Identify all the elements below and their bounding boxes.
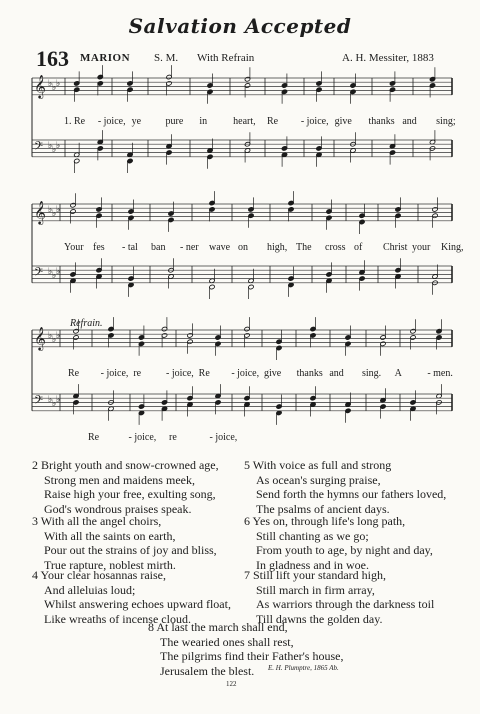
flat-icon: ♭ <box>48 79 53 89</box>
verse-line: 7 Still lift your standard high, <box>244 568 386 582</box>
lyric-syllable: re <box>133 368 142 379</box>
lyric-syllable: Re <box>267 116 279 127</box>
verse-line: With all the saints on earth, <box>44 528 176 543</box>
verse-line: Raise high your free, exulting song, <box>44 487 216 502</box>
lyric-syllable: fes <box>93 242 105 253</box>
lyric-syllable: - joice, <box>97 116 126 127</box>
bass-clef-icon: 𝄢 <box>34 140 44 156</box>
verse-line: The pilgrims find their Father's house, <box>160 649 344 664</box>
lyric-syllable: of <box>354 242 363 253</box>
verse-line: 3 With all the angel choirs, <box>32 514 162 528</box>
verse-line: And alleluias loud; <box>44 582 136 597</box>
lyric-syllable: - joice, <box>166 368 194 379</box>
verse-line: Still march in firm array, <box>256 582 375 597</box>
verse-4 <box>32 568 231 626</box>
lyric-syllable: 1. Re <box>64 116 86 127</box>
refrain-label: Refrain. <box>70 318 103 329</box>
verse-line: As ocean's surging praise, <box>256 472 381 487</box>
flat-icon: ♭ <box>56 331 61 341</box>
lyric-syllable: The <box>296 242 312 253</box>
verse-line: Whilst answering echoes upward float, <box>44 597 231 612</box>
verse-line: In gladness and in woe. <box>256 557 369 572</box>
lyric-syllable: high, <box>267 242 288 253</box>
verse-line: As warriors through the darkness toil <box>256 597 435 612</box>
flat-icon: ♭ <box>56 205 61 215</box>
flat-icon: ♭ <box>52 83 57 93</box>
lyric-syllable: wave <box>209 242 231 253</box>
verse-line: God's wondrous praises speak. <box>44 501 192 516</box>
treble-clef-icon: 𝄞 <box>34 200 46 224</box>
meter: S. M. <box>154 52 179 64</box>
verse-3 <box>32 514 217 572</box>
lyric-syllable: heart, <box>233 116 256 127</box>
lyric-syllable: sing; <box>436 116 456 127</box>
refrain-note: With Refrain <box>197 52 255 64</box>
flat-icon: ♭ <box>48 141 53 151</box>
verse-2 <box>32 458 219 516</box>
lyric-syllable: pure <box>165 116 184 127</box>
flat-icon: ♭ <box>48 267 53 277</box>
lyric-syllable: on <box>238 242 248 253</box>
verse-line: From youth to age, by night and day, <box>256 543 433 558</box>
lyric-syllable: cross <box>325 242 346 253</box>
verse-line: 4 Your clear hosannas raise, <box>32 568 166 582</box>
lyric-syllable: and <box>329 368 344 379</box>
lyric-syllable: give <box>264 368 282 379</box>
lyric-syllable: - joice, <box>300 116 329 127</box>
verse-line: The wearied ones shall rest, <box>160 634 294 649</box>
lyric-syllable: King, <box>441 242 464 253</box>
flat-icon: ♭ <box>48 205 53 215</box>
tune-name: MARION <box>80 52 131 64</box>
lyric-syllable: - tal <box>122 242 138 253</box>
bass-clef-icon: 𝄢 <box>34 266 44 282</box>
verse-line: 2 Bright youth and snow-crowned age, <box>32 458 219 472</box>
flat-icon: ♭ <box>52 209 57 219</box>
flat-icon: ♭ <box>52 145 57 155</box>
lyric-syllable: Your <box>64 242 84 253</box>
lyric-syllable: Christ <box>383 242 408 253</box>
flat-icon: ♭ <box>56 141 61 151</box>
flat-icon: ♭ <box>52 335 57 345</box>
lyric-syllable: Re <box>68 368 80 379</box>
lyric-syllable: and <box>402 116 417 127</box>
lyric-syllable: re <box>169 432 177 443</box>
lyric-syllable: give <box>334 116 352 127</box>
flat-icon: ♭ <box>56 79 61 89</box>
lyric-syllable: - joice, <box>100 368 129 379</box>
flat-icon: ♭ <box>52 399 57 409</box>
lyric-syllable: Re <box>198 368 210 379</box>
verse-line: True rapture, noblest mirth. <box>44 557 176 572</box>
verse-5 <box>244 458 446 516</box>
lyric-syllable: ban <box>151 242 166 253</box>
verse-line: Jerusalem the blest. <box>160 663 255 678</box>
verse-line: Still chanting as we go; <box>256 528 369 543</box>
treble-clef-icon: 𝄞 <box>34 74 46 98</box>
treble-clef-icon: 𝄞 <box>34 326 46 350</box>
flat-icon: ♭ <box>48 331 53 341</box>
lyric-syllable: - joice, <box>128 432 157 443</box>
lyric-syllable: - joice, <box>231 368 260 379</box>
composer: A. H. Messiter, 1883 <box>342 52 434 64</box>
lyric-syllable: your <box>412 242 431 253</box>
verse-line: Strong men and maidens meek, <box>44 472 195 487</box>
verse-line: Pour out the strains of joy and bliss, <box>44 543 217 558</box>
lyric-syllable: - men. <box>427 368 453 379</box>
verse-line: 8 At last the march shall end, <box>148 620 288 634</box>
hymn-number: 163 <box>36 46 69 71</box>
lyric-syllable: Re <box>88 432 100 443</box>
verse-line: 5 With voice as full and strong <box>244 458 392 472</box>
lyric-syllable: A <box>394 368 402 379</box>
lyric-syllable: - joice, <box>209 432 238 443</box>
lyric-syllable: - ner <box>180 242 199 253</box>
verse-line: Send forth the hymns our fathers loved, <box>256 487 447 502</box>
flat-icon: ♭ <box>52 271 57 281</box>
verse-6 <box>244 514 433 572</box>
lyric-syllable: ye <box>131 116 142 127</box>
section-title: Salvation Accepted <box>128 14 352 38</box>
lyric-syllable: thanks <box>368 116 395 127</box>
verse-line: The psalms of ancient days. <box>256 501 390 516</box>
lyric-syllable: thanks <box>296 368 323 379</box>
verse-7 <box>244 568 434 626</box>
flat-icon: ♭ <box>48 395 53 405</box>
page-number: 122 <box>226 680 237 688</box>
verse-line: 6 Yes on, through life's long path, <box>244 514 406 528</box>
bass-clef-icon: 𝄢 <box>34 394 44 410</box>
lyric-syllable: in <box>199 116 208 127</box>
verse-line: Till dawns the golden day. <box>256 611 383 626</box>
flat-icon: ♭ <box>56 267 61 277</box>
verse-line: Like wreaths of incense cloud. <box>44 611 191 626</box>
flat-icon: ♭ <box>56 395 61 405</box>
lyric-syllable: sing. <box>362 368 382 379</box>
credit: E. H. Plumptre, 1865 Ab. <box>268 664 339 672</box>
